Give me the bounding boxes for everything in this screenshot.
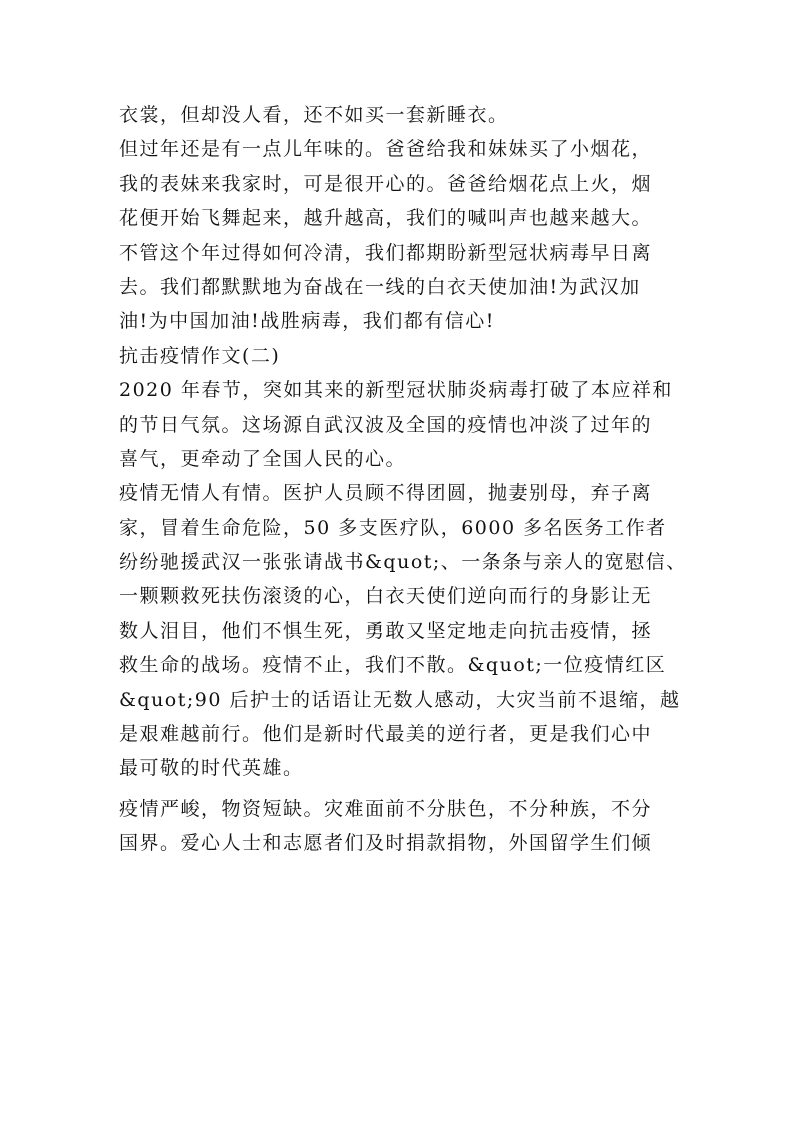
text-line: 但过年还是有一点儿年味的。爸爸给我和妹妹买了小烟花，: [119, 138, 653, 161]
text-line: 花便开始飞舞起来，越升越高，我们的喊叫声也越来越大。: [119, 207, 653, 230]
text-line: 一颗颗救死扶伤滚烫的心，白衣天使们逆向而行的身影让无: [119, 585, 653, 608]
text-line: 的节日气氛。这场源自武汉波及全国的疫情也冲淡了过年的: [119, 413, 653, 436]
text-line: 疫情严峻，物资短缺。灾难面前不分肤色，不分种族，不分: [119, 797, 653, 820]
text-line: 我的表妹来我家时，可是很开心的。爸爸给烟花点上火，烟: [119, 172, 653, 195]
text-line: 家，冒着生命危险，50 多支医疗队，6000 多名医务工作者: [119, 516, 667, 539]
text-line: 疫情无情人有情。医护人员顾不得团圆，抛妻别母，弃子离: [119, 482, 653, 505]
section-heading: 抗击疫情作文(二): [119, 344, 281, 367]
text-line: 2020 年春节，突如其来的新型冠状肺炎病毒打破了本应祥和: [119, 379, 673, 402]
text-line: 纷纷驰援武汉一张张请战书&quot;、一条条与亲人的宽慰信、: [119, 551, 687, 574]
text-line: 救生命的战场。疫情不止，我们不散。&quot;一位疫情红区: [119, 654, 667, 677]
text-line: 国界。爱心人士和志愿者们及时捐款捐物，外国留学生们倾: [119, 832, 653, 855]
text-line: 是艰难越前行。他们是新时代最美的逆行者，更是我们心中: [119, 723, 653, 746]
essay-body: [119, 98, 689, 861]
text-line: &quot;90 后护士的话语让无数人感动，大灾当前不退缩，越: [119, 688, 681, 711]
text-line: 数人泪目，他们不惧生死，勇敢又坚定地走向抗击疫情，拯: [119, 619, 653, 642]
text-line: 油!为中国加油!战胜病毒，我们都有信心!: [119, 310, 495, 333]
text-line: 不管这个年过得如何冷清，我们都期盼新型冠状病毒早日离: [119, 241, 653, 264]
text-line: 去。我们都默默地为奋战在一线的白衣天使加油!为武汉加: [119, 275, 641, 298]
text-line: 最可敬的时代英雄。: [119, 757, 304, 780]
text-line: 衣裳，但却没人看，还不如买一套新睡衣。: [119, 104, 509, 126]
text-line: 喜气，更牵动了全国人民的心。: [119, 447, 407, 470]
